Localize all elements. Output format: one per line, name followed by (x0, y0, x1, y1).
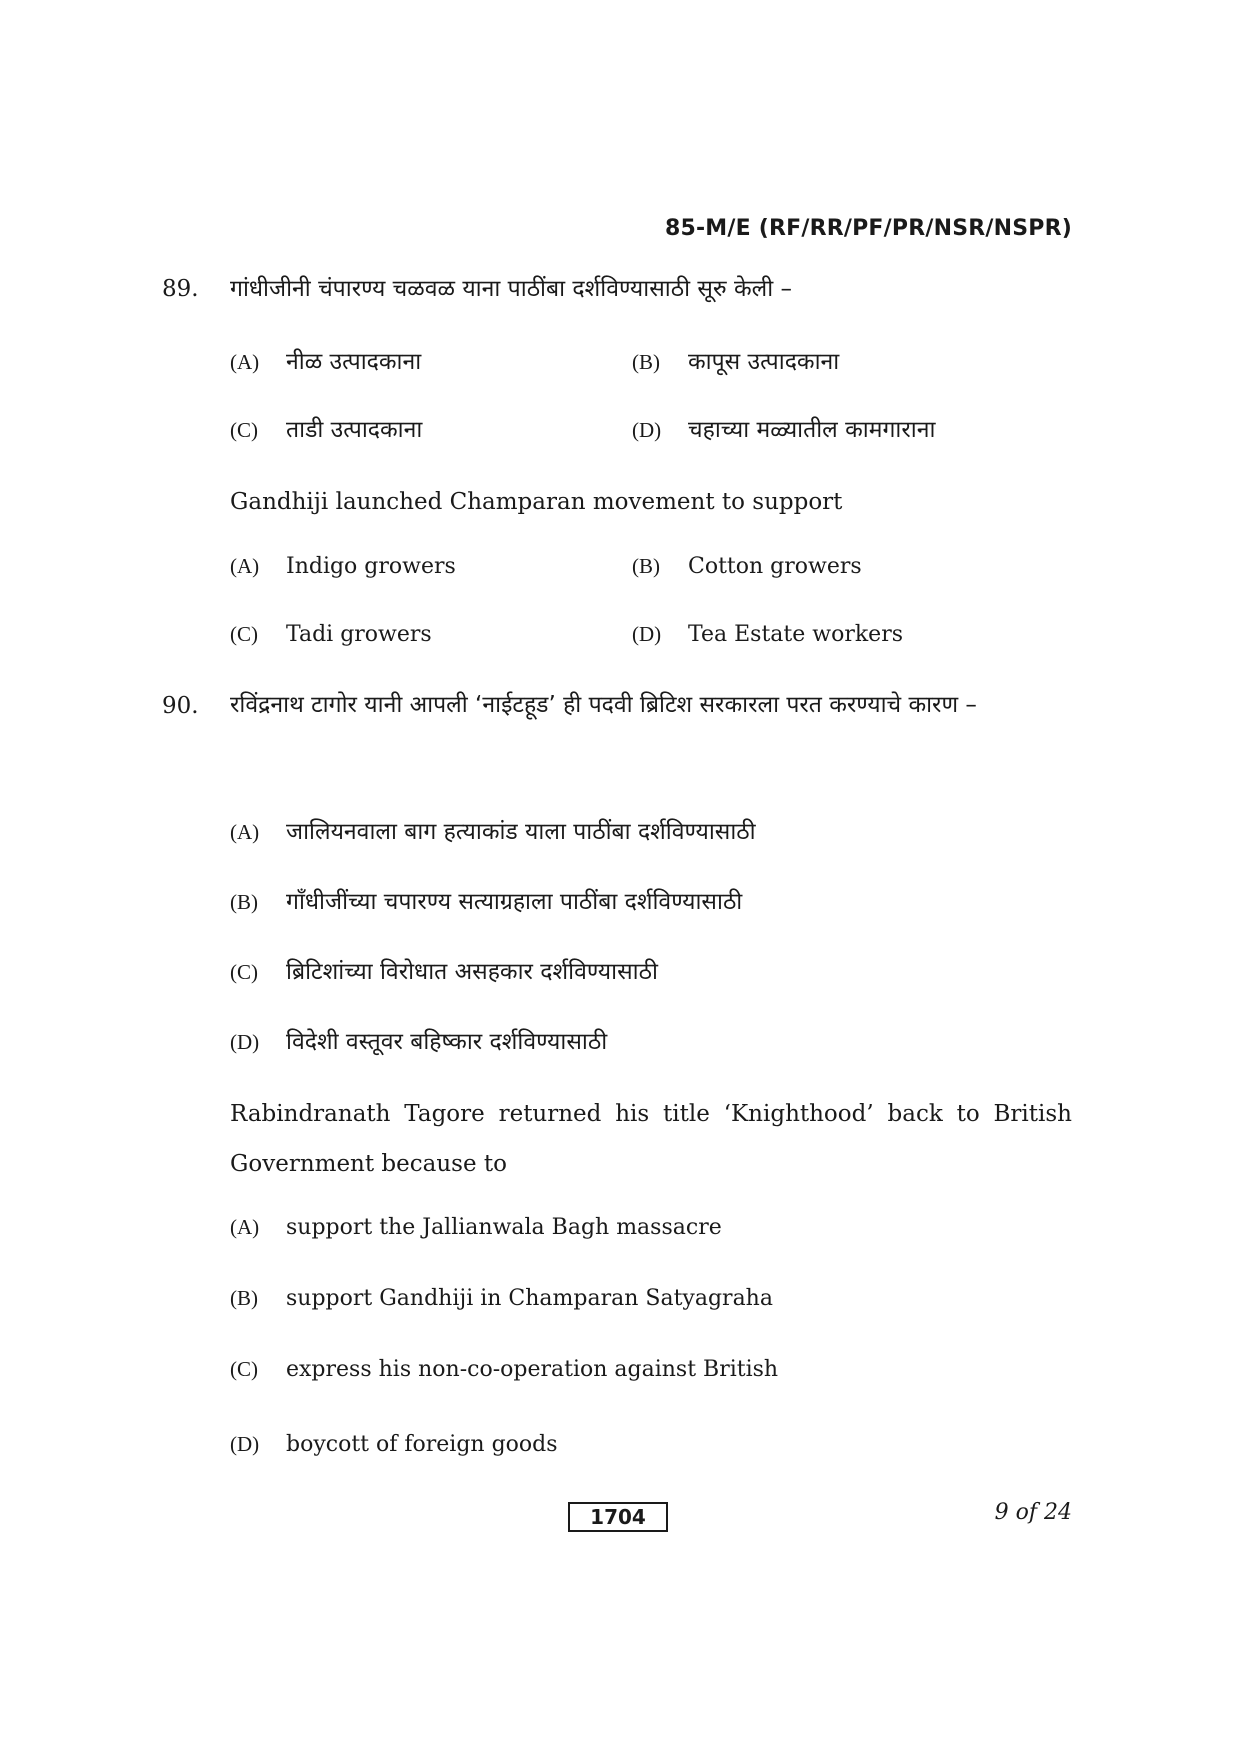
question-number: 90. (162, 693, 199, 719)
question-stem-marathi: रविंद्रनाथ टागोर यानी आपली ‘नाईटहूड’ ही पदवी ब्रिटिश सरकारला परत करण्याचे कारण – (230, 692, 977, 718)
option-d-marathi (632, 412, 935, 444)
question-stem-marathi: गांधीजीनी चंपारण्य चळवळ याना पाठींबा दर्शविण्यासाठी सूरु केली – (230, 276, 793, 302)
option-text: boycott of foreign goods (286, 1432, 558, 1457)
option-label: (A) (230, 1215, 260, 1239)
option-label: (C) (230, 622, 258, 646)
option-a-marathi (230, 344, 421, 376)
option-label: (A) (230, 350, 260, 374)
option-text: जालियनवाला बाग हत्याकांड याला पाठींबा दर्शविण्यासाठी (286, 819, 756, 845)
option-a-english (230, 554, 456, 579)
option-text: विदेशी वस्तूवर बहिष्कार दर्शविण्यासाठी (286, 1029, 608, 1055)
option-label: (D) (632, 418, 662, 442)
option-d-english (632, 622, 903, 647)
option-text: Tadi growers (286, 622, 432, 647)
option-label: (A) (230, 820, 260, 844)
option-a-english (230, 1215, 722, 1240)
option-text: चहाच्या मळ्यातील कामगाराना (688, 417, 936, 443)
option-text: ताडी उत्पादकाना (286, 417, 423, 443)
booklet-code-box: 1704 (568, 1502, 668, 1532)
option-text: कापूस उत्पादकाना (688, 349, 840, 375)
question-number: 89. (162, 276, 199, 302)
option-a-marathi (230, 814, 756, 846)
option-label: (D) (230, 1432, 260, 1456)
option-text: express his non-co-operation against British (286, 1357, 779, 1382)
option-label: (B) (632, 554, 660, 578)
question-stem-english: Rabindranath Tagore returned his title ‘Knighthood’ back to British Government because to (230, 1101, 1072, 1177)
page-number: 9 of 24 (994, 1500, 1072, 1525)
option-b-english (230, 1286, 773, 1311)
option-text: Indigo growers (286, 554, 456, 579)
option-text: ब्रिटिशांच्या विरोधात असहकार दर्शविण्यासाठी (286, 959, 658, 985)
option-c-english (230, 622, 432, 647)
option-text: Cotton growers (688, 554, 862, 579)
option-label: (B) (230, 890, 258, 914)
option-b-marathi (230, 884, 742, 916)
option-c-marathi (230, 954, 658, 986)
option-label: (B) (632, 350, 660, 374)
question-stem-english: Gandhiji launched Champaran movement to support (230, 489, 843, 515)
option-text: Tea Estate workers (688, 622, 904, 647)
option-label: (C) (230, 418, 258, 442)
option-text: नीळ उत्पादकाना (286, 349, 422, 375)
option-label: (D) (632, 622, 662, 646)
option-text: गाँधीजींच्या चपारण्य सत्याग्रहाला पाठींबा दर्शविण्यासाठी (286, 889, 743, 915)
option-text: support the Jallianwala Bagh massacre (286, 1215, 722, 1240)
option-b-english (632, 554, 862, 579)
option-d-marathi (230, 1024, 607, 1056)
option-label: (D) (230, 1030, 260, 1054)
option-label: (C) (230, 1357, 258, 1381)
option-b-marathi (632, 344, 839, 376)
option-text: support Gandhiji in Champaran Satyagraha (286, 1286, 773, 1311)
option-label: (B) (230, 1286, 258, 1310)
option-c-marathi (230, 412, 422, 444)
option-label: (C) (230, 960, 258, 984)
option-label: (A) (230, 554, 260, 578)
option-d-english (230, 1432, 558, 1457)
option-c-english (230, 1357, 778, 1382)
paper-code: 85-M/E (RF/RR/PF/PR/NSR/NSPR) (664, 216, 1072, 241)
